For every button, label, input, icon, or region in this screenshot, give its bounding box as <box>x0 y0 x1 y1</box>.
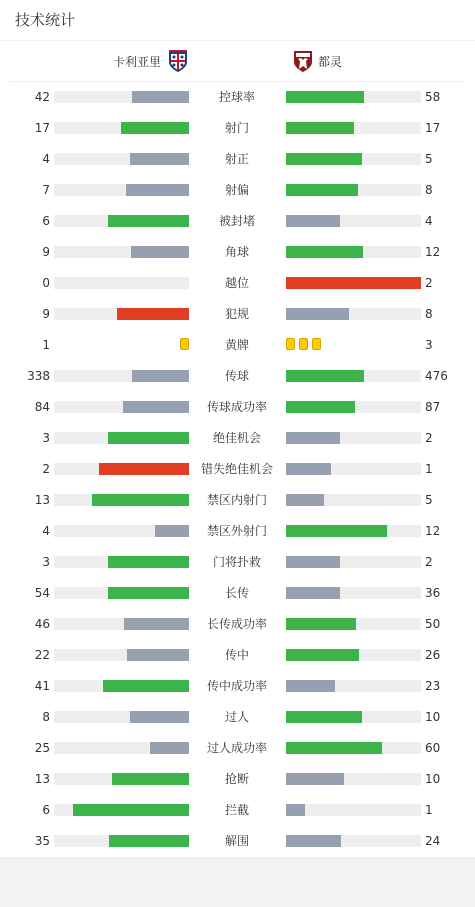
home-stat-bar-fill <box>92 494 189 506</box>
away-stat-bar <box>286 184 421 196</box>
stat-label: 绝佳机会 <box>212 431 261 445</box>
away-team-name: 都灵 <box>318 54 343 69</box>
home-stat-bar <box>54 711 189 723</box>
away-stat-value: 23 <box>425 679 441 693</box>
home-stat-bar-fill <box>132 91 189 103</box>
home-stat-bar <box>54 184 189 196</box>
stat-label: 传中成功率 <box>206 679 267 693</box>
away-stat-value: 36 <box>425 586 441 600</box>
stat-label: 禁区内射门 <box>206 493 267 507</box>
stat-row <box>0 113 475 144</box>
away-stat-value: 2 <box>425 555 433 569</box>
home-stat-bar-fill <box>73 804 189 816</box>
yellow-card-icon <box>312 338 321 350</box>
home-stat-bar <box>54 804 189 816</box>
home-stat-bar-fill <box>127 649 189 661</box>
away-stat-value: 60 <box>425 741 441 755</box>
away-stat-value: 24 <box>425 834 441 848</box>
away-stat-value: 50 <box>425 617 441 631</box>
away-stat-bar <box>286 370 421 382</box>
torino-crest-icon <box>292 49 314 73</box>
home-stat-value: 41 <box>34 679 50 693</box>
home-stat-bar <box>54 463 189 475</box>
yellow-card-icon <box>180 338 189 350</box>
away-stat-value: 1 <box>425 462 433 476</box>
home-stat-value: 6 <box>42 803 50 817</box>
yellow-card-icon <box>286 338 295 350</box>
away-stat-bar <box>286 680 421 692</box>
stat-row <box>0 485 475 516</box>
home-stat-value: 1 <box>42 338 50 352</box>
away-stat-bar <box>286 649 421 661</box>
home-stat-bar <box>54 835 189 847</box>
away-stat-bar <box>286 122 421 134</box>
stat-row <box>0 671 475 702</box>
away-stat-value: 3 <box>425 338 433 352</box>
away-stat-bar <box>286 835 421 847</box>
home-team[interactable] <box>113 49 189 73</box>
away-stat-value: 5 <box>425 493 433 507</box>
stat-label: 射正 <box>224 152 249 166</box>
home-stat-bar <box>54 246 189 258</box>
away-stat-bar-fill <box>286 494 324 506</box>
away-stat-bar <box>286 494 421 506</box>
home-stat-bar <box>54 215 189 227</box>
home-stat-bar-fill <box>109 835 189 847</box>
home-stat-bar-fill <box>112 773 189 785</box>
home-stat-bar-fill <box>108 215 189 227</box>
stat-row <box>0 82 475 113</box>
stat-row <box>0 268 475 299</box>
home-stat-bar <box>54 91 189 103</box>
away-stat-bar <box>286 587 421 599</box>
cagliari-crest-icon <box>167 49 189 73</box>
stat-label: 门将扑救 <box>212 555 261 569</box>
stat-row <box>0 237 475 268</box>
stat-row <box>0 361 475 392</box>
home-team-name: 卡利亚里 <box>112 54 161 69</box>
home-stat-bar <box>54 432 189 444</box>
away-stat-value: 12 <box>425 245 441 259</box>
away-stat-bar-fill <box>286 432 340 444</box>
away-stat-bar-fill <box>286 587 340 599</box>
away-stat-bar-fill <box>286 525 387 537</box>
away-stat-value: 58 <box>425 90 441 104</box>
stat-label: 越位 <box>224 276 249 290</box>
stat-label: 传中 <box>224 648 249 662</box>
stat-label: 控球率 <box>218 90 255 104</box>
away-stat-value: 12 <box>425 524 441 538</box>
away-stat-bar-fill <box>286 711 362 723</box>
home-stat-bar <box>54 153 189 165</box>
away-stat-value: 2 <box>425 431 433 445</box>
away-stat-bar <box>286 463 421 475</box>
home-stat-value: 54 <box>34 586 50 600</box>
home-stat-bar-fill <box>150 742 189 754</box>
home-stat-value: 338 <box>27 369 50 383</box>
stat-label: 长传成功率 <box>206 617 267 631</box>
home-stat-bar <box>54 401 189 413</box>
away-stat-bar <box>286 246 421 258</box>
stat-row <box>0 826 475 857</box>
team-header <box>9 41 466 82</box>
home-yellow-cards <box>180 338 189 352</box>
home-stat-value: 7 <box>42 183 50 197</box>
stat-label: 抢断 <box>224 772 249 786</box>
stat-label: 过人 <box>224 710 249 724</box>
home-stat-bar-fill <box>99 463 189 475</box>
away-stat-bar <box>286 773 421 785</box>
away-stat-bar-fill <box>286 91 364 103</box>
home-stat-bar <box>54 525 189 537</box>
home-stat-bar-fill <box>108 587 189 599</box>
away-stat-bar-fill <box>286 804 305 816</box>
yellow-card-icon <box>299 338 308 350</box>
stat-row <box>0 206 475 237</box>
home-stat-bar <box>54 122 189 134</box>
away-stat-bar <box>286 153 421 165</box>
away-stat-value: 5 <box>425 152 433 166</box>
stat-row <box>0 423 475 454</box>
stat-row <box>0 144 475 175</box>
away-stat-bar-fill <box>286 370 364 382</box>
stat-label: 射偏 <box>224 183 249 197</box>
away-stat-value: 2 <box>425 276 433 290</box>
home-stat-value: 17 <box>34 121 50 135</box>
away-stat-bar-fill <box>286 246 363 258</box>
home-stat-value: 84 <box>34 400 50 414</box>
away-stat-bar-fill <box>286 649 359 661</box>
home-stat-bar-fill <box>121 122 189 134</box>
home-stat-value: 4 <box>42 524 50 538</box>
stat-label: 错失绝佳机会 <box>200 462 273 476</box>
home-stat-value: 13 <box>34 772 50 786</box>
away-stat-bar-fill <box>286 463 331 475</box>
away-stat-bar-fill <box>286 742 382 754</box>
home-stat-value: 13 <box>34 493 50 507</box>
away-stat-value: 1 <box>425 803 433 817</box>
home-stat-value: 9 <box>42 307 50 321</box>
stat-label: 禁区外射门 <box>206 524 267 538</box>
away-stat-bar-fill <box>286 618 356 630</box>
stat-row <box>0 299 475 330</box>
stat-label: 过人成功率 <box>206 741 267 755</box>
away-stat-bar-fill <box>286 556 340 568</box>
away-stat-bar-fill <box>286 835 341 847</box>
home-stat-bar-fill <box>108 556 189 568</box>
stat-row <box>0 609 475 640</box>
stat-label: 解围 <box>224 834 249 848</box>
home-stat-value: 0 <box>42 276 50 290</box>
away-stat-bar-fill <box>286 184 358 196</box>
home-stat-bar <box>54 556 189 568</box>
away-stat-bar <box>286 91 421 103</box>
stat-row <box>0 454 475 485</box>
away-stat-bar <box>286 215 421 227</box>
home-stat-bar-fill <box>117 308 189 320</box>
home-stat-bar <box>54 742 189 754</box>
stat-row <box>0 330 475 361</box>
home-stat-bar-fill <box>108 432 189 444</box>
away-stat-bar <box>286 277 421 289</box>
stat-row <box>0 392 475 423</box>
away-stat-value: 10 <box>425 710 441 724</box>
home-stat-value: 42 <box>34 90 50 104</box>
away-stat-bar <box>286 742 421 754</box>
stat-row <box>0 764 475 795</box>
away-stat-bar-fill <box>286 122 354 134</box>
home-stat-bar <box>54 773 189 785</box>
away-stat-value: 8 <box>425 307 433 321</box>
away-stat-bar-fill <box>286 308 349 320</box>
home-stat-bar <box>54 308 189 320</box>
away-stat-value: 10 <box>425 772 441 786</box>
away-stat-bar <box>286 804 421 816</box>
stat-row <box>0 175 475 206</box>
away-stat-value: 4 <box>425 214 433 228</box>
away-stat-bar <box>286 525 421 537</box>
home-stat-bar-fill <box>132 370 189 382</box>
away-stat-bar <box>286 556 421 568</box>
home-stat-bar-fill <box>124 618 189 630</box>
stat-row <box>0 733 475 764</box>
away-yellow-cards <box>286 338 321 352</box>
stat-label: 黄牌 <box>224 338 249 352</box>
stat-row <box>0 640 475 671</box>
stat-row <box>0 702 475 733</box>
home-stat-value: 8 <box>42 710 50 724</box>
home-stat-bar-fill <box>130 153 189 165</box>
home-stat-value: 22 <box>34 648 50 662</box>
home-stat-bar <box>54 649 189 661</box>
home-stat-bar-fill <box>130 711 189 723</box>
home-stat-value: 6 <box>42 214 50 228</box>
stat-label: 拦截 <box>224 803 249 817</box>
home-stat-value: 46 <box>34 617 50 631</box>
away-stat-bar-fill <box>286 680 335 692</box>
home-stat-bar-fill <box>103 680 189 692</box>
stat-label: 角球 <box>224 245 249 259</box>
home-stat-value: 25 <box>34 741 50 755</box>
stat-row <box>0 547 475 578</box>
home-stat-value: 2 <box>42 462 50 476</box>
home-stat-bar <box>54 370 189 382</box>
home-stat-bar <box>54 277 189 289</box>
home-stat-bar <box>54 680 189 692</box>
stat-row <box>0 516 475 547</box>
home-stat-value: 9 <box>42 245 50 259</box>
stat-row <box>0 795 475 826</box>
home-stat-value: 35 <box>34 834 50 848</box>
home-stat-bar-fill <box>155 525 189 537</box>
away-stat-bar-fill <box>286 153 362 165</box>
away-stat-value: 8 <box>425 183 433 197</box>
away-stat-value: 476 <box>425 369 448 383</box>
home-stat-bar-fill <box>131 246 189 258</box>
away-stat-bar-fill <box>286 277 421 289</box>
home-stat-bar-fill <box>126 184 189 196</box>
away-stat-bar-fill <box>286 215 340 227</box>
away-stat-bar <box>286 432 421 444</box>
stat-label: 被封堵 <box>218 214 255 228</box>
away-stat-value: 26 <box>425 648 441 662</box>
home-stat-value: 3 <box>42 431 50 445</box>
away-stat-bar-fill <box>286 401 355 413</box>
home-stat-bar <box>54 587 189 599</box>
away-stat-bar <box>286 618 421 630</box>
home-stat-bar <box>54 494 189 506</box>
home-stat-value: 4 <box>42 152 50 166</box>
stat-label: 传球成功率 <box>206 400 267 414</box>
away-stat-value: 87 <box>425 400 441 414</box>
stat-label: 传球 <box>224 369 249 383</box>
stat-label: 长传 <box>224 586 249 600</box>
away-stat-bar <box>286 401 421 413</box>
away-stat-value: 17 <box>425 121 441 135</box>
away-stat-bar <box>286 711 421 723</box>
stat-row <box>0 578 475 609</box>
home-stat-value: 3 <box>42 555 50 569</box>
away-stat-bar-fill <box>286 773 344 785</box>
stats-list <box>0 82 475 857</box>
away-team[interactable] <box>292 49 342 73</box>
home-stat-bar <box>54 618 189 630</box>
home-stat-bar-fill <box>123 401 189 413</box>
stat-label: 犯规 <box>224 307 249 321</box>
away-stat-bar <box>286 308 421 320</box>
stat-label: 射门 <box>224 121 249 135</box>
page-title: 技术统计 <box>0 0 475 41</box>
